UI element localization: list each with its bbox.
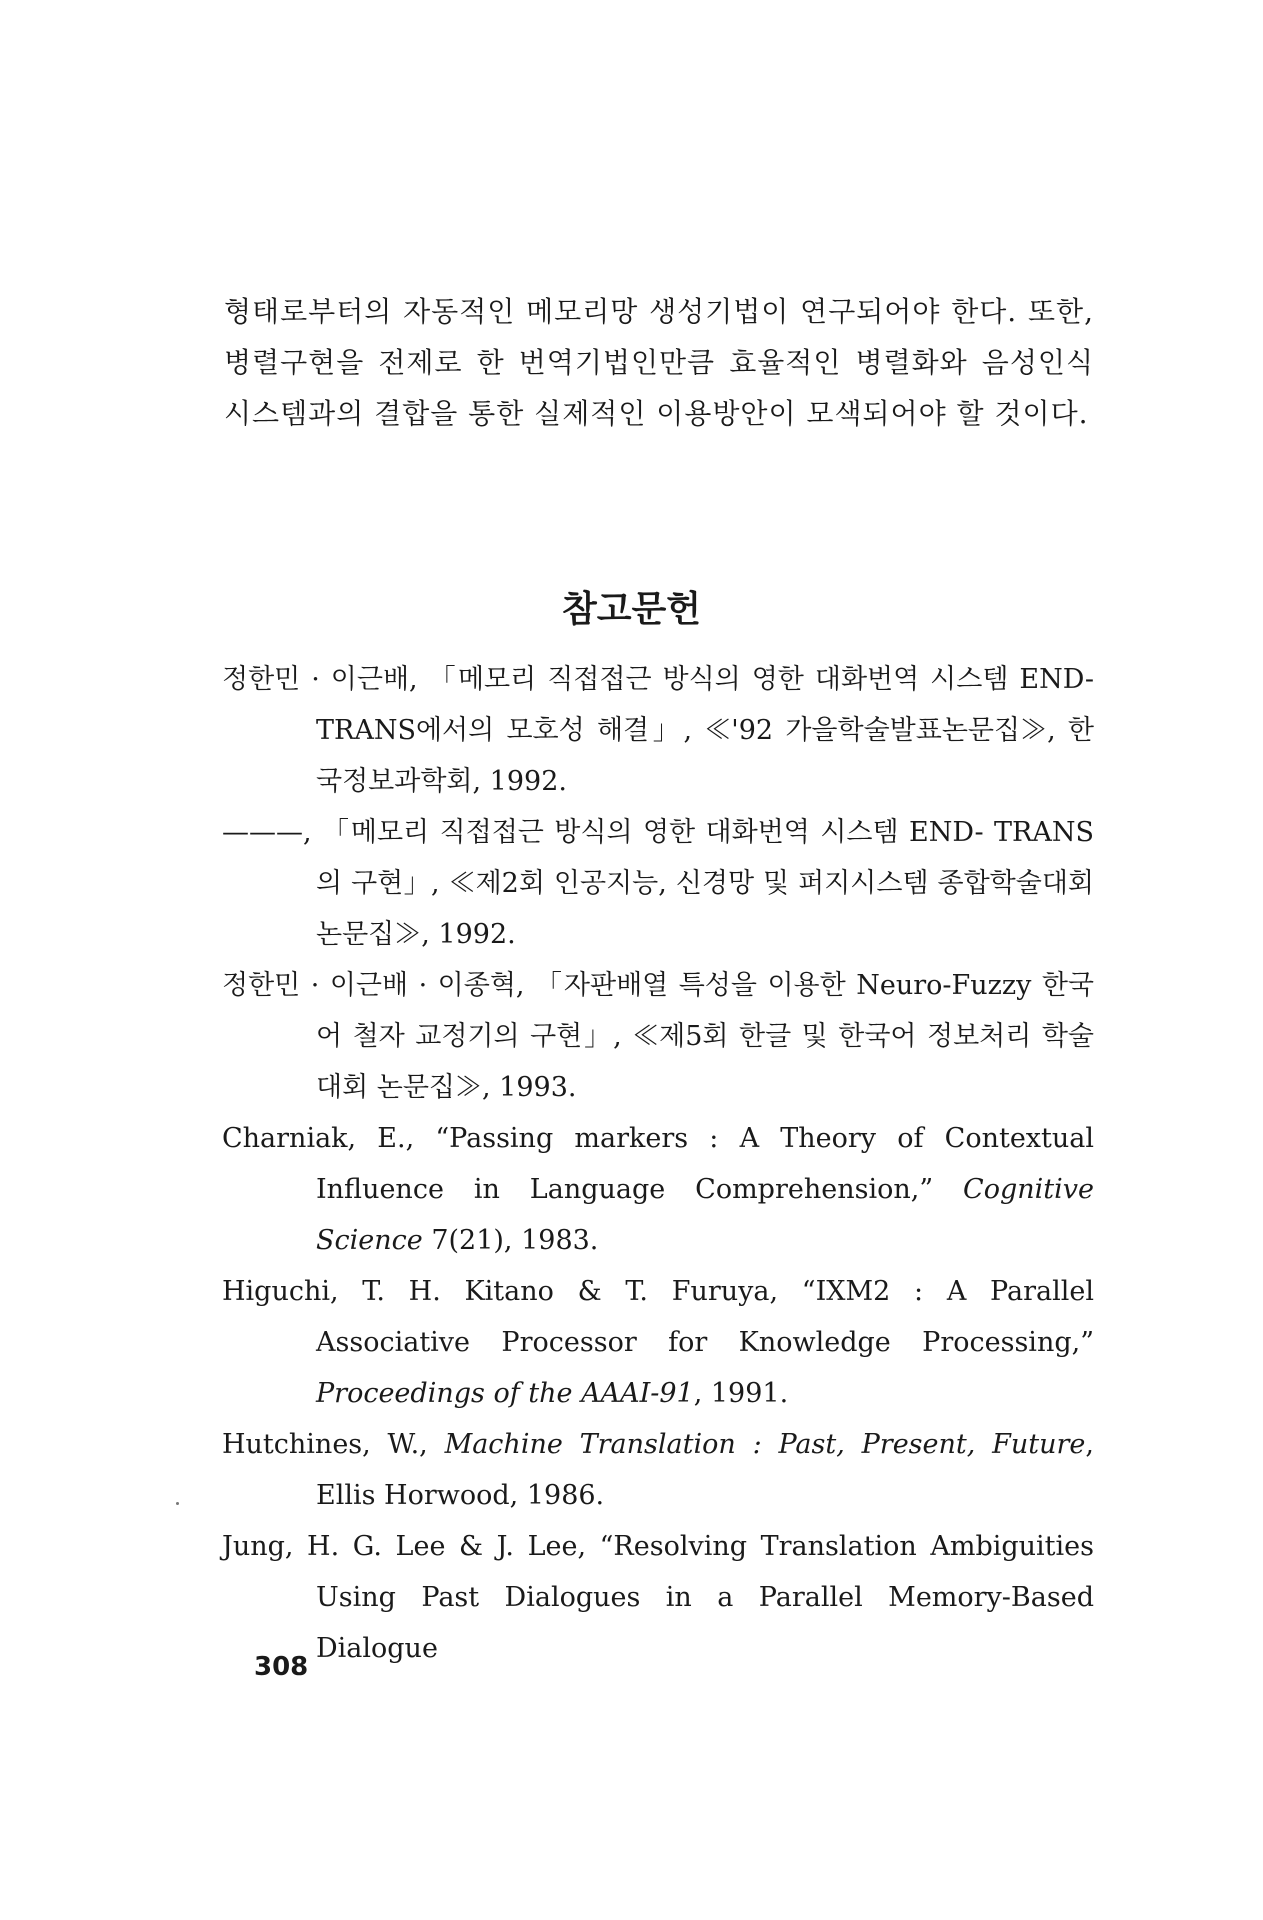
reference-text: Charniak, E., “Passing markers : A Theory of Contextual Influence in Language Comprehension,” — [222, 1123, 1094, 1205]
reference-italic-title: Proceedings of the AAAI-91 — [316, 1378, 694, 1409]
reference-text: Hutchines, W., — [222, 1429, 445, 1460]
page-number: 308 — [254, 1652, 309, 1682]
reference-text: 7(21), 1983. — [422, 1225, 599, 1256]
scan-speck — [176, 1502, 179, 1505]
reference-item — [222, 1419, 1094, 1521]
reference-text: , 1991. — [693, 1378, 789, 1409]
reference-text: , Ellis Horwood, 1986. — [316, 1429, 1094, 1511]
reference-item — [222, 1266, 1094, 1419]
reference-text: 정한민 · 이근배 · 이종혁, 「자판배열 특성을 이용한 Neuro-Fuzzy 한국어 철자 교정기의 구현」, ≪제5회 한글 및 한국어 정보처리 학술대회 논문집≫, 1993. — [222, 970, 1094, 1103]
reference-item — [222, 1113, 1094, 1266]
reference-text: ———, 「메모리 직접접근 방식의 영한 대화번역 시스템 END- TRANS의 구현」, ≪제2회 인공지능, 신경망 및 퍼지시스템 종합학술대회논문집≫, 1992. — [222, 817, 1094, 950]
reference-text: Higuchi, T. H. Kitano & T. Furuya, “IXM2 : A Parallel Associative Processor for Knowledge Processing,” — [222, 1276, 1094, 1358]
reference-item — [222, 654, 1094, 807]
section-title: 참고문헌 — [561, 588, 702, 630]
reference-item — [222, 960, 1094, 1113]
reference-italic-title: Machine Translation : Past, Present, Future — [444, 1429, 1086, 1460]
reference-text: 정한민 · 이근배, 「메모리 직접접근 방식의 영한 대화번역 시스템 END-TRANS에서의 모호성 해결」, ≪'92 가을학술발표논문집≫, 한국정보과학회, 1992. — [222, 664, 1094, 797]
body-paragraph: 형태로부터의 자동적인 메모리망 생성기법이 연구되어야 한다. 또한, 병렬구현을 전제로 한 번역기법인만큼 효율적인 병렬화와 음성인식 시스템과의 결합을 통한 실제적인 이용방안이 모색되어야 할 것이다. — [224, 295, 1094, 430]
reference-italic-title: Cognitive Science — [316, 1174, 1094, 1256]
reference-text: Jung, H. G. Lee & J. Lee, “Resolving Translation Ambiguities Using Past Dialogues in a Parallel Memory-Based Dialogue — [222, 1531, 1094, 1664]
reference-item — [222, 807, 1094, 960]
reference-item — [222, 1521, 1094, 1674]
reference-list — [222, 654, 1094, 1674]
